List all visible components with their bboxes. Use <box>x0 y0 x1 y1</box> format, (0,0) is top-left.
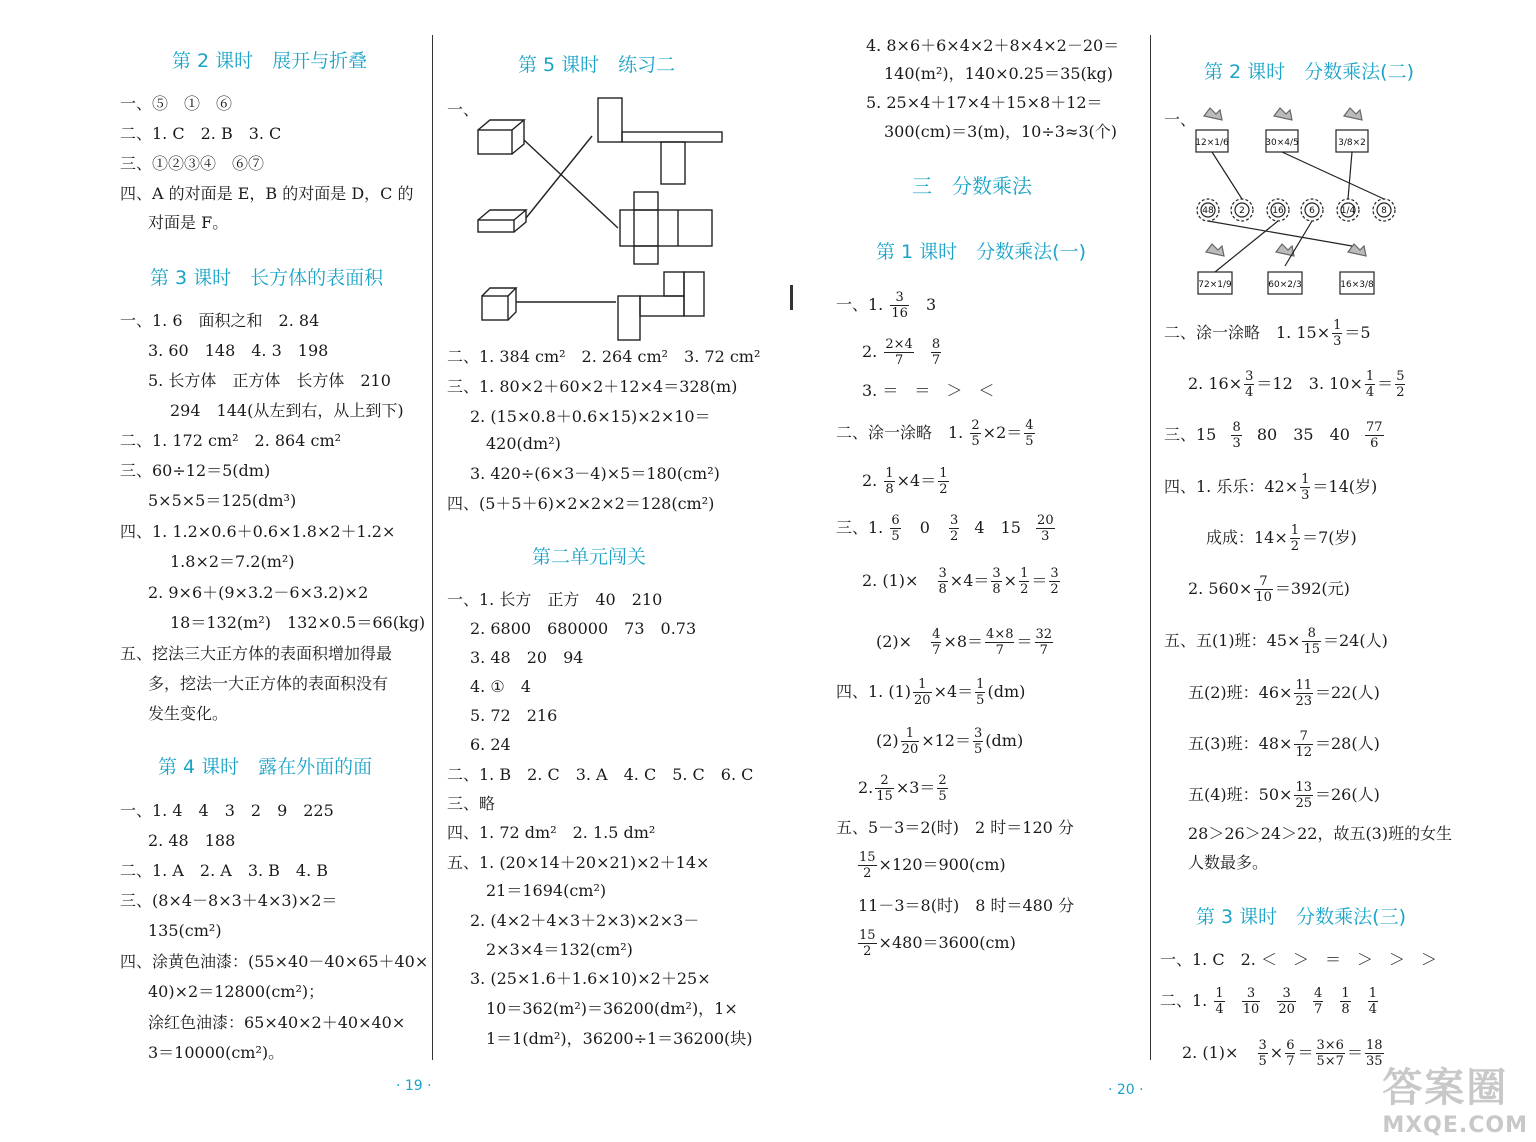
answer-line: 294 144(从左到右，从上到下) <box>170 401 404 420</box>
answer-line: 二、1. C 2. B 3. C <box>120 124 282 143</box>
flower-4 <box>1301 199 1323 221</box>
bottom-card-text: 60×2/3 <box>1268 280 1302 290</box>
cuboid-figure-1 <box>478 120 524 154</box>
answer-line: 二、1. 172 cm² 2. 864 cm² <box>120 431 342 450</box>
answer-line: 五、5－3＝2(时) 2 时＝120 分 <box>836 818 1074 837</box>
answer-line: 140(m²)，140×0.25＝35(kg) <box>884 64 1113 83</box>
question-label: 一、 <box>447 100 480 119</box>
section-heading: 第 5 课时 练习二 <box>518 54 676 76</box>
section-heading: 第 4 课时 露在外面的面 <box>158 756 373 778</box>
answer-line: 5. 72 216 <box>470 706 558 725</box>
top-card-3 <box>1336 108 1368 152</box>
answer-line: 三、60÷12＝5(dm) <box>120 461 271 480</box>
answer-line: 2. (4×2＋4×3＋2×3)×2×3－ <box>470 911 700 930</box>
answer-line: 四、A 的对面是 E，B 的对面是 D，C 的 <box>120 184 414 203</box>
answer-line: 二、涂一涂略 1. 15× $\frac{1}{3}$ ＝5 <box>1164 318 1371 349</box>
answer-line: 三、15 $\frac{8}{3}$ 80 35 40 $\frac{77}{6}$ <box>1164 420 1383 451</box>
answer-line: 三、(8×4－8×3＋4×3)×2＝ <box>120 891 338 910</box>
section-heading: 第二单元闯关 <box>532 546 647 568</box>
answer-line: 五(4)班：50× $\frac{13}{25}$ ＝26(人) <box>1188 780 1380 811</box>
answer-line: 五(3)班：48× $\frac{7}{12}$ ＝28(人) <box>1188 729 1380 760</box>
answer-line: 四、(5＋5＋6)×2×2×2＝128(cm²) <box>447 494 715 513</box>
answer-line: 10＝362(m²)＝36200(dm²)，1× <box>486 999 738 1018</box>
column-divider-1 <box>432 35 433 1060</box>
answer-line: 四、1. (1) $\frac{1}{20}$ ×4＝ $\frac{1}{5}$ (dm) <box>836 677 1026 708</box>
answer-line: $\frac{15}{2}$ ×120＝900(cm) <box>859 850 1006 881</box>
answer-line: 二、1. B 2. C 3. A 4. C 5. C 6. C <box>447 765 754 784</box>
section-heading: 第 1 课时 分数乘法(一) <box>876 241 1086 263</box>
top-card-text: 12×1/6 <box>1195 138 1229 148</box>
match-line <box>1285 221 1312 266</box>
match-line <box>1208 221 1352 246</box>
answer-line: 一、1. $\frac{3}{16}$ 3 <box>836 290 937 321</box>
answer-line: 四、涂黄色油漆：(55×40－40×65＋40× <box>120 952 429 971</box>
net-shape-3 <box>618 272 704 340</box>
watermark-title: 答案圈 <box>1382 1065 1509 1111</box>
flower-3 <box>1267 199 1289 221</box>
answer-line: 1＝1(dm²)，36200÷1＝36200(块) <box>486 1029 753 1048</box>
answer-line: 二、1. A 2. A 3. B 4. B <box>120 861 329 880</box>
answer-line: 发生变化。 <box>148 704 229 723</box>
watermark-url: MXQE.COM <box>1382 1113 1528 1138</box>
answer-line: 二、1. 384 cm² 2. 264 cm² 3. 72 cm² <box>447 347 761 366</box>
answer-line: 五(2)班：46× $\frac{11}{23}$ ＝22(人) <box>1188 678 1380 709</box>
answer-line: 对面是 F。 <box>148 213 229 232</box>
answer-line: 四、1. 乐乐：42× $\frac{1}{3}$ ＝14(岁) <box>1164 472 1378 503</box>
answer-line: 2. 16× $\frac{3}{4}$ ＝12 3. 10× $\frac{1}{4}$ ＝ $\frac{5}{2}$ <box>1188 369 1405 400</box>
cube-figure-3 <box>482 288 516 320</box>
answer-line: 4. ① 4 <box>470 677 531 696</box>
answer-line: 三、①②③④ ⑥⑦ <box>120 154 265 173</box>
match-line <box>526 136 592 218</box>
svg-text:48: 48 <box>1202 206 1214 216</box>
answer-line: (2)× $\frac{4}{7}$ ×8＝ $\frac{4\times 8}{7}$ ＝ $\frac{32}{7}$ <box>876 627 1053 658</box>
answer-line: 5×5×5＝125(dm³) <box>148 491 297 510</box>
answer-line: 四、1. 72 dm² 2. 1.5 dm² <box>447 823 656 842</box>
answer-line: 3. (25×1.6＋1.6×10)×2＋25× <box>470 969 711 988</box>
match-line <box>524 140 618 228</box>
flower-5 <box>1337 199 1359 221</box>
top-card-text: 3/8×2 <box>1338 138 1366 148</box>
answer-line: 2. 6800 680000 73 0.73 <box>470 619 697 638</box>
answer-line: 4. 8×6＋6×4×2＋8×4×2－20＝ <box>866 36 1120 55</box>
flower-1 <box>1197 199 1219 221</box>
answer-line: 四、1. 1.2×0.6＋0.6×1.8×2＋1.2× <box>120 522 396 541</box>
answer-line: 五、1. (20×14＋20×21)×2＋14× <box>447 853 710 872</box>
answer-line: (2) $\frac{1}{20}$ ×12＝ $\frac{3}{5}$ (dm) <box>876 726 1024 757</box>
answer-line: 一、1. 长方 正方 40 210 <box>447 590 663 609</box>
answer-line: 一、1. 4 4 3 2 9 225 <box>120 801 334 820</box>
bottom-card-1 <box>1198 244 1232 294</box>
svg-text:8: 8 <box>1381 206 1387 216</box>
bottom-card-text: 16×3/8 <box>1340 280 1374 290</box>
svg-text:16: 16 <box>1272 206 1284 216</box>
answer-line: 2. (15×0.8＋0.6×15)×2×10＝ <box>470 407 711 426</box>
answer-line: 1.8×2＝7.2(m²) <box>170 552 295 571</box>
section-heading: 第 2 课时 展开与折叠 <box>172 50 368 72</box>
answer-line: 2. 9×6＋(9×3.2－6×3.2)×2 <box>148 583 369 602</box>
question-label: 一、 <box>1164 110 1197 129</box>
match-line <box>1215 221 1278 272</box>
answer-line: 3. 60 148 4. 3 198 <box>148 341 329 360</box>
net-shape-1 <box>598 98 722 184</box>
net-shape-2 <box>620 192 712 264</box>
answer-line: 一、1. 6 面积之和 2. 84 <box>120 311 320 330</box>
match-line <box>1348 152 1352 199</box>
answer-line: 二、1. $\frac{1}{4}$ $\frac{3}{10}$ $\frac{3}{20}$ $\frac{4}{7}$ $\frac{1}{8}$ $\frac{1}{4}$ <box>1160 986 1378 1017</box>
answer-line: 人数最多。 <box>1188 853 1269 872</box>
answer-line: 5. 长方体 正方体 长方体 210 <box>148 371 391 390</box>
match-line <box>1212 152 1242 199</box>
svg-text:2: 2 <box>1239 206 1245 216</box>
answer-line: 3. 420÷(6×3－4)×5＝180(cm²) <box>470 464 720 483</box>
page-number: · 20 · <box>1108 1082 1144 1098</box>
answer-line: 三、1. $\frac{6}{5}$ 0 $\frac{3}{2}$ 4 15 $\frac{20}{3}$ <box>836 513 1054 544</box>
bottom-card-text: 72×1/9 <box>1198 280 1232 290</box>
chapter-title: 三 分数乘法 <box>912 174 1032 198</box>
column-divider-2 <box>1150 35 1151 1060</box>
page-gutter <box>790 285 793 310</box>
svg-text:1/4: 1/4 <box>1340 206 1356 216</box>
answer-line: 300(cm)＝3(m)，10÷3≈3(个) <box>884 122 1118 141</box>
answer-line: 成成：14× $\frac{1}{2}$ ＝7(岁) <box>1206 523 1357 554</box>
answer-line: 三、略 <box>447 794 496 813</box>
top-card-2 <box>1265 108 1298 152</box>
answer-line: 一、1. C 2. ＜ ＞ ＝ ＞ ＞ ＞ <box>1160 950 1437 969</box>
answer-line: 40)×2＝12800(cm²)； <box>148 982 325 1001</box>
bottom-card-3 <box>1340 244 1374 294</box>
top-card-text: 30×4/5 <box>1265 138 1299 148</box>
answer-line: 420(dm²) <box>486 434 561 453</box>
answer-line: 2. (1)× $\frac{3}{5}$ × $\frac{6}{7}$ ＝ $\frac{3\times 6}{5\times 7}$ ＝ $\frac{18}{35}$ <box>1182 1038 1383 1069</box>
flower-2 <box>1231 199 1253 221</box>
answer-line: 6. 24 <box>470 735 511 754</box>
answer-line: 2. 560× $\frac{7}{10}$ ＝392(元) <box>1188 574 1350 605</box>
answer-line: 2. $\frac{1}{8}$ ×4＝ $\frac{1}{2}$ <box>862 466 948 497</box>
answer-line: 2×3×4＝132(cm²) <box>486 940 633 959</box>
answer-line: 三、1. 80×2＋60×2＋12×4＝328(m) <box>447 377 738 396</box>
net-matching-diagram <box>468 92 768 352</box>
flower-6 <box>1373 199 1395 221</box>
answer-line: 多，挖法一大正方体的表面积没有 <box>148 674 389 693</box>
answer-line: 2. 48 188 <box>148 831 236 850</box>
answer-line: 3＝10000(cm²)。 <box>148 1043 285 1062</box>
cuboid-figure-2 <box>478 210 526 232</box>
answer-line: 3. 48 20 94 <box>470 648 584 667</box>
top-card-1 <box>1195 108 1229 152</box>
answer-line: 28＞26＞24＞22，故五(3)班的女生 <box>1188 824 1453 843</box>
section-heading: 第 2 课时 分数乘法(二) <box>1204 61 1414 83</box>
answer-line: 11－3＝8(时) 8 时＝480 分 <box>858 896 1075 915</box>
answer-line: 2. $\frac{2\times 4}{7}$ $\frac{8}{7}$ <box>862 337 941 368</box>
section-heading: 第 3 课时 长方体的表面积 <box>150 267 384 289</box>
answer-line: 一、⑤ ① ⑥ <box>120 94 233 113</box>
answer-line: 2. (1)× $\frac{3}{8}$ ×4＝ $\frac{3}{8}$ × $\frac{1}{2}$ ＝ $\frac{3}{2}$ <box>862 566 1059 597</box>
answer-line: 五、五(1)班：45× $\frac{8}{15}$ ＝24(人) <box>1164 626 1388 657</box>
match-line <box>1282 152 1384 199</box>
site-watermark <box>1382 1056 1528 1138</box>
section-heading: 第 3 课时 分数乘法(三) <box>1196 906 1406 928</box>
answer-line: 18＝132(m²) 132×0.5＝66(kg) <box>170 613 426 632</box>
answer-line: 5. 25×4＋17×4＋15×8＋12＝ <box>866 93 1103 112</box>
svg-text:6: 6 <box>1309 206 1315 216</box>
matching-cards-diagram <box>1188 106 1428 306</box>
answer-line: 二、涂一涂略 1. $\frac{2}{5}$ ×2＝ $\frac{4}{5}$ <box>836 418 1034 449</box>
answer-line: 涂红色油漆：65×40×2＋40×40× <box>148 1013 406 1032</box>
answer-line: 21＝1694(cm²) <box>486 881 607 900</box>
answer-line: 3. ＝ ＝ ＞ ＜ <box>862 381 995 400</box>
answer-line: 135(cm²) <box>148 921 222 940</box>
page-number: · 19 · <box>396 1078 432 1094</box>
answer-line: 五、挖法三大正方体的表面积增加得最 <box>120 644 393 663</box>
bottom-card-2 <box>1268 244 1302 294</box>
answer-line: 2. $\frac{2}{15}$ ×3＝ $\frac{2}{5}$ <box>858 773 947 804</box>
answer-line: $\frac{15}{2}$ ×480＝3600(cm) <box>859 928 1016 959</box>
